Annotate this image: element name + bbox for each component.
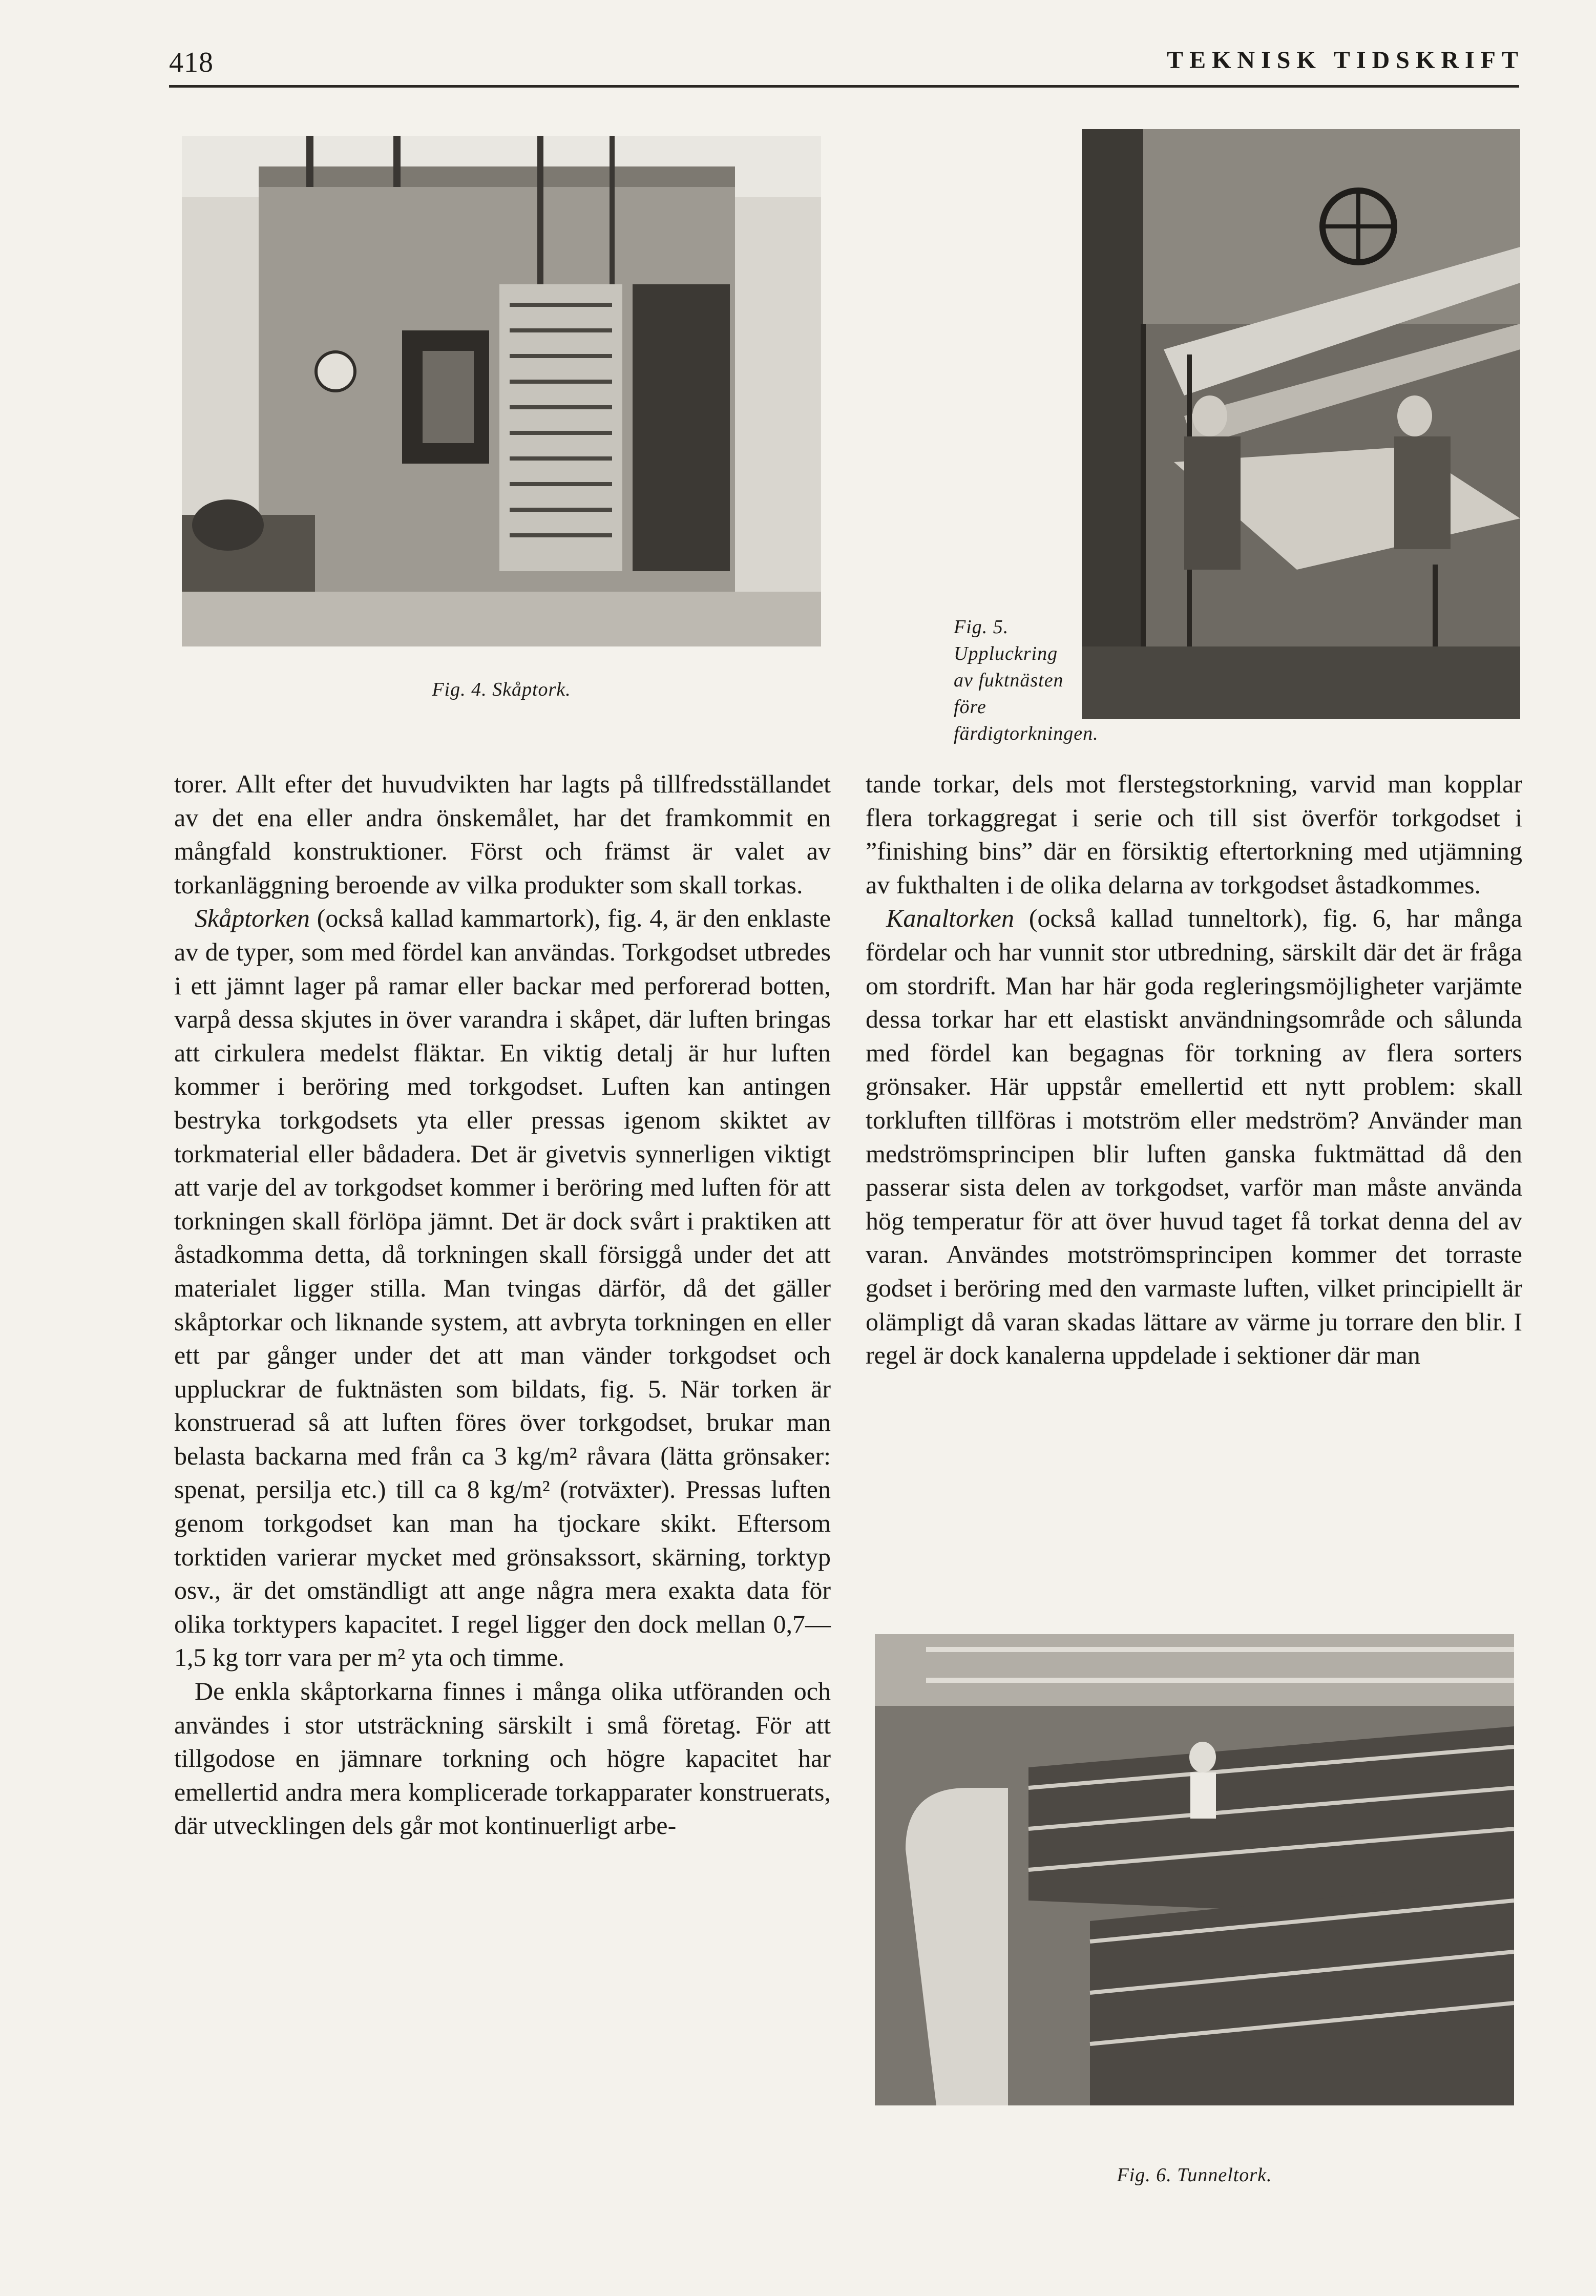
fig4-photo (182, 136, 821, 646)
paragraph: tande torkar, dels mot flerstegstorkning, varvid man kopplar flera torkaggregat i serie och till sist överför torkgodset i ”finishing bins” där en försiktig eftertorkning med utjämning av fukthalten i de olika delarna av torkgodset åstadkommes. (866, 769, 1522, 899)
paragraph-text: (också kallad tunneltork), fig. 6, har många fördelar och har vunnit stor utbredning, särskilt där det är fråga om stordrift. Man har här goda regleringsmöjligheter varjämte dessa torkar har ett elastiskt användningsområde och sålunda med fördel kan begagnas för torkning av flera sorters grönsaker. Här uppstår emellertid ett nytt problem: skall torkluften tillföras i motström eller medström? Använder man medströmsprincipen blir luften ganska fuktmättad då den passerar sista delen av torkgodset, varför man måste använda hög temperatur för att över huvud taget få torkat denna del av varan. Användes motströmsprincipen kommer det torraste godset i beröring med den varmaste luften, vilket principiellt är olämpligt då varan skadas lättare av värme ju torrare den blir. I regel är dock kanalerna uppdelade i sektioner där man (866, 904, 1522, 1370)
page-number: 418 (169, 47, 214, 78)
paragraph: De enkla skåptorkarna finnes i många olika utföranden och användes i stor utsträckning särskilt i små företag. För att tillgodose en jämnare torkning och högre kapacitet har emellertid andra mera komplicerade torkapparater konstruerats, där utvecklingen dels går mot kontinuerligt arbe- (174, 1677, 831, 1840)
text-column-left (174, 767, 831, 1843)
text-column-right (866, 767, 1522, 1372)
fig5-caption: Fig. 5. Uppluckring av fuktnästen före färdigtorkningen. (954, 616, 1099, 744)
fig4-illustration (182, 136, 821, 646)
header-rule (169, 85, 1519, 88)
fig5-illustration (1082, 129, 1520, 719)
fig6-illustration (875, 1634, 1514, 2105)
journal-title: TEKNISK TIDSKRIFT (1167, 47, 1524, 74)
paragraph-text: (också kallad kammartork), fig. 4, är den enklaste av de typer, som med fördel kan användas. Torkgodset utbredes i ett jämnt lager på ramar eller backar med perforerad botten, varpå dessa skjutes in över varandra i skåpet, där luften bringas att cirkulera medelst fläktar. En viktig detalj är hur luften kommer i beröring med torkgodset. Luften kan antingen bestryka torkgodsets yta eller pressas igenom skiktet av torkmaterial eller bådadera. Det är givetvis synnerligen viktigt att varje del av torkgodset kommer i beröring med luften för att torkningen skall förlöpa jämnt. Det är dock svårt i praktiken att åstadkomma detta, då torkningen skall försiggå under det att materialet ligger stilla. Man tvingas därför, då det gäller skåptorkar och liknande system, att avbryta torkningen en eller ett par gånger under det att man vänder torkgodset och uppluckrar de fuktnästen som bildats, fig. 5. När torken är konstruerad så att luften föres över torkgodset, brukar man belasta backarna med från ca 3 kg/m² råvara (lätta grönsaker: spenat, persilja etc.) till ca 8 kg/m² (rotväxter). Pressas luften genom torkgodset kan man ha tjockare skikt. Eftersom torktiden varierar mycket med grönsakssort, skärning, torktyp osv., är det omständligt att ange några mera exakta data för olika torktypers kapacitet. I regel ligger den dock mellan 0,7—1,5 kg torr vara per m² yta och timme. (174, 904, 831, 1672)
paragraph (866, 902, 1522, 1372)
fig6-caption: Fig. 6. Tunneltork. (1117, 2164, 1272, 2186)
fig4-caption: Fig. 4. Skåptork. (432, 679, 571, 700)
fig5-photo (1082, 129, 1520, 719)
term-kanaltorken: Kanaltorken (886, 904, 1014, 933)
paragraph (174, 902, 831, 1675)
paragraph: torer. Allt efter det huvudvikten har lagts på tillfredsställandet av det ena eller andra önskemålet, har det framkommit en mångfald konstruktioner. Först och främst är valet av torkanläggning beroende av vilka produkter som skall torkas. (174, 769, 831, 899)
fig6-photo (875, 1634, 1514, 2105)
term-skaptorken: Skåptorken (195, 904, 310, 933)
